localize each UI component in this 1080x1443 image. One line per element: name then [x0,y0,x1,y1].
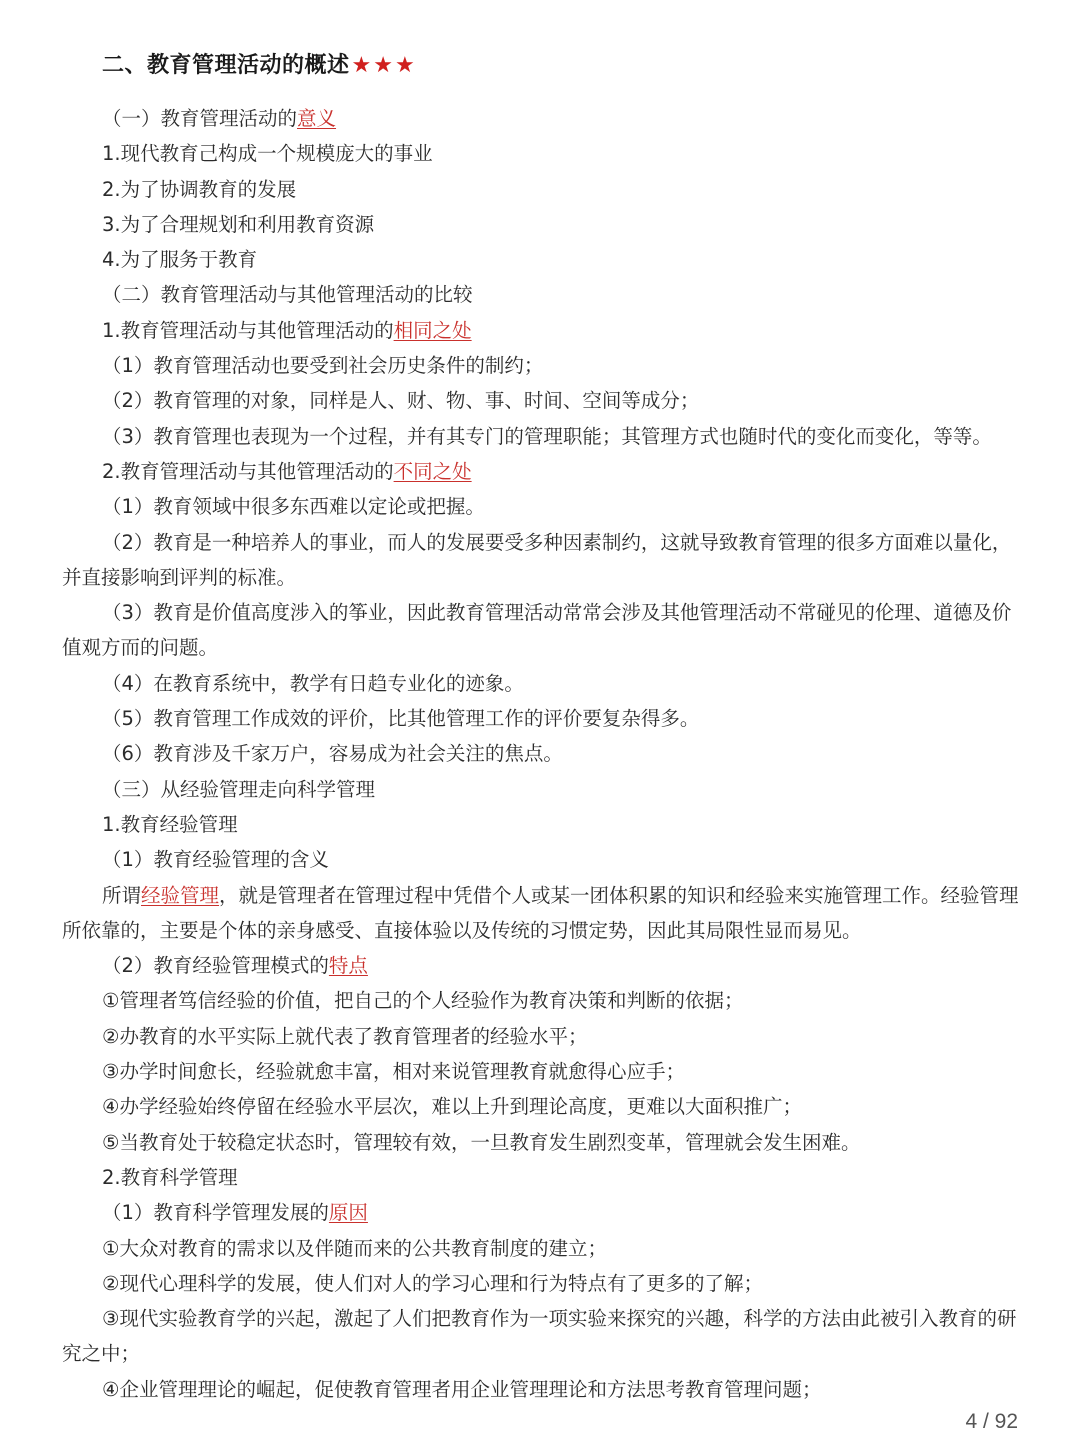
line-text: （4）在教育系统中，教学有日趋专业化的迹象。 [102,671,524,695]
line-text: （1）教育管理活动也要受到社会历史条件的制约； [102,354,544,378]
line-text: 2.为了协调教育的发展 [102,177,297,201]
text-line [62,1089,1022,1124]
text-line [62,1301,1022,1372]
line-text: （3）教育是价值高度涉入的筝业，因此教育管理活动常常会涉及其他管理活动不常碰见的伦理、道德及价值观方而的问题。 [62,601,1012,660]
line-text: ④企业管理理论的崛起，促使教育管理者用企业管理理论和方法思考教育管理问题； [102,1377,822,1401]
text-line [62,666,1022,701]
text-line [62,313,1022,348]
highlighted-term: 相同之处 [393,318,472,342]
text-line [62,1019,1022,1054]
line-text: 2.教育科学管理 [102,1165,238,1189]
line-text: ①管理者笃信经验的价值，把自己的个人经验作为教育决策和判断的依据； [102,989,744,1013]
text-line [62,1160,1022,1195]
text-line [62,736,1022,771]
highlighted-term: 原因 [328,1201,368,1225]
highlighted-term: 不同之处 [393,459,472,483]
document-body [62,101,1022,1407]
line-text: 3.为了合理规划和利用教育资源 [102,212,375,236]
text-line [62,772,1022,807]
line-text: （2）教育管理的对象，同样是人、财、物、事、时间、空间等成分； [102,389,700,413]
text-line [62,207,1022,242]
text-line [62,1266,1022,1301]
text-line [62,383,1022,418]
line-text: （3）教育管理也表现为一个过程，并有其专门的管理职能；其管理方式也随时代的变化而变化，等等。 [102,424,992,448]
text-line [62,136,1022,171]
line-text: （5）教育管理工作成效的评价，比其他管理工作的评价要复杂得多。 [102,707,700,731]
line-text: ①大众对教育的需求以及伴随而来的公共教育制度的建立； [102,1236,607,1260]
section-heading-text: 二、教育管理活动的概述 [102,53,350,78]
text-line [62,348,1022,383]
text-line [62,454,1022,489]
line-text: ⑤当教育处于较稳定状态时，管理较有效，一旦教育发生剧烈变革，管理就会发生困难。 [102,1130,861,1154]
line-text: 1.教育经验管理 [102,812,238,836]
line-text: （三）从经验管理走向科学管理 [102,777,376,801]
line-text: 4.为了服务于教育 [102,248,258,272]
line-text: ③现代实验教育学的兴起，激起了人们把教育作为一项实验来探究的兴趣，科学的方法由此被引入教育的研究之中； [62,1307,1017,1366]
line-text: （一）教育管理活动的 [102,107,298,130]
line-text: （2）教育是一种培养人的事业，而人的发展要受多种因素制约，这就导致教育管理的很多方面难以量化，并直接影响到评判的标准。 [62,530,1012,589]
text-line [62,701,1022,736]
line-text: （1）教育经验管理的含义 [102,848,329,872]
text-line [62,277,1022,312]
line-text: （2）教育经验管理模式的 [102,954,329,978]
text-line [62,1195,1022,1230]
line-text-continued: ，就是管理者在管理过程中凭借个人或某一团体积累的知识和经验来实施管理工作。经验管理所依靠的，主要是个体的亲身感受、直接体验以及传统的习惯定势，因此其局限性显而易见。 [62,883,1019,942]
text-line [62,1231,1022,1266]
page-number: 4 / 92 [965,1410,1018,1433]
text-line [62,878,1022,949]
line-text: ②现代心理科学的发展，使人们对人的学习心理和行为特点有了更多的了解； [102,1271,763,1295]
importance-stars: ★★★ [351,53,417,78]
line-text: （1）教育领域中很多东西难以定论或把握。 [102,495,485,519]
line-text: 1.现代教育己构成一个规模庞大的事业 [102,142,433,166]
text-line [62,242,1022,277]
text-line [62,419,1022,454]
line-text: （1）教育科学管理发展的 [102,1201,329,1225]
text-line [62,807,1022,842]
text-line [62,983,1022,1018]
line-text: ③办学时间愈长，经验就愈丰富，相对来说管理教育就愈得心应手； [102,1060,685,1084]
text-line [62,172,1022,207]
section-heading [102,48,417,79]
highlighted-term: 经验管理 [141,883,220,907]
text-line [62,948,1022,983]
line-text: ②办教育的水平实际上就代表了教育管理者的经验水平； [102,1024,588,1048]
text-line [62,1125,1022,1160]
highlighted-term: 意义 [297,107,337,130]
line-text: 1.教育管理活动与其他管理活动的 [102,318,394,342]
text-line [62,595,1022,666]
text-line [62,1054,1022,1089]
line-text: （6）教育涉及千家万户，容易成为社会关注的焦点。 [102,742,563,766]
text-line [62,489,1022,524]
text-line [62,525,1022,596]
highlighted-term: 特点 [328,954,368,978]
line-text: ④办学经验始终停留在经验水平层次，难以上升到理论高度，更难以大面积推广； [102,1095,802,1119]
line-text: 2.教育管理活动与其他管理活动的 [102,459,394,483]
text-line [62,101,1022,136]
line-text: 所谓 [102,883,142,907]
text-line [62,1372,1022,1407]
line-text: （二）教育管理活动与其他管理活动的比较 [102,283,473,307]
text-line [62,842,1022,877]
